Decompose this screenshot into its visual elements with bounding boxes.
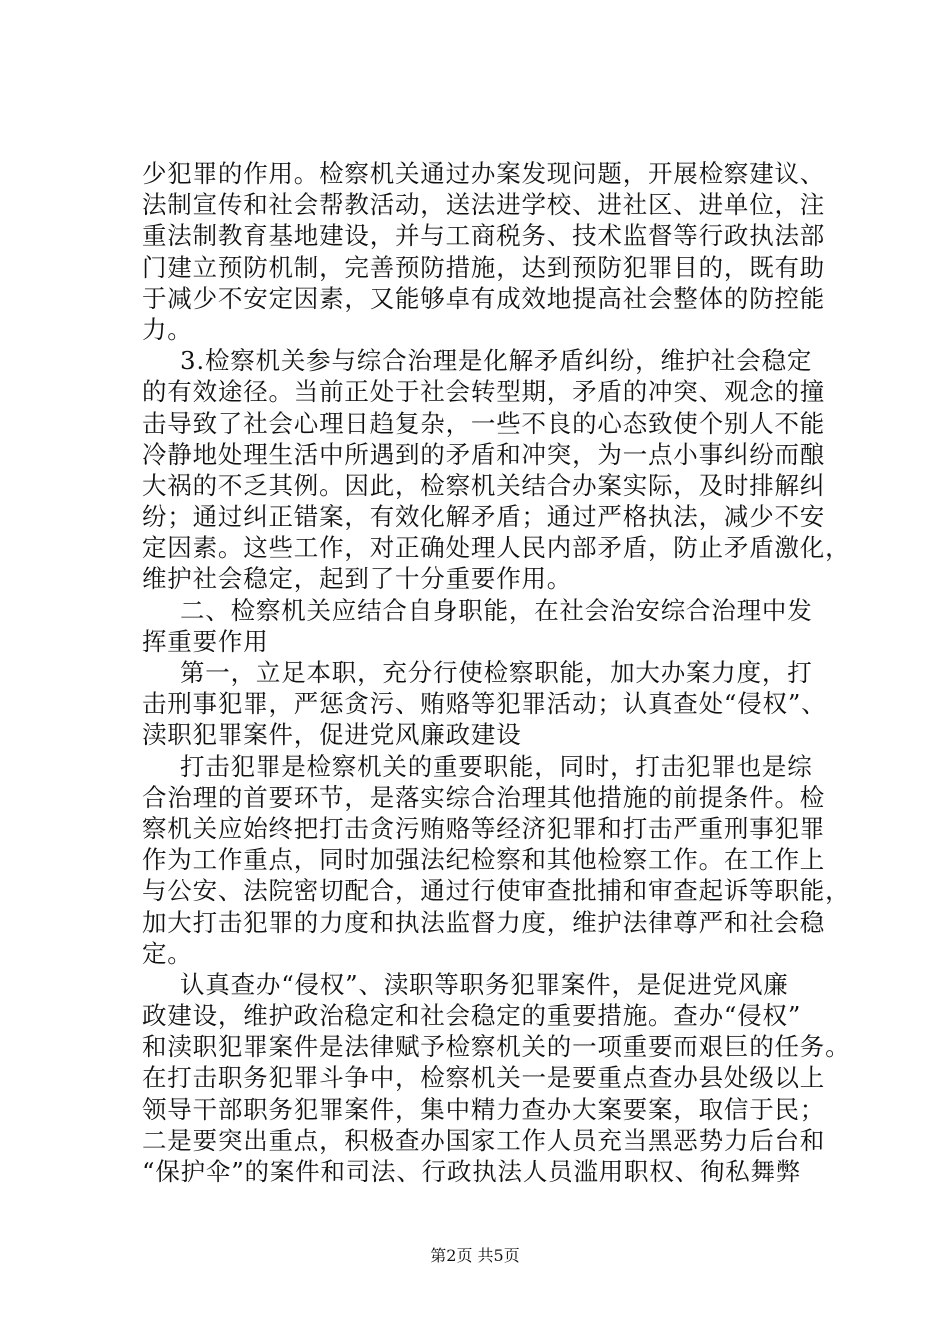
- text-line: 大祸的不乏其例。因此，检察机关结合办案实际，及时排解纠: [142, 470, 826, 500]
- text-line: 第一，立足本职，充分行使检察职能，加大办案力度，打: [180, 658, 813, 687]
- text-line: 击导致了社会心理日趋复杂，一些不良的心态致使个别人不能: [142, 408, 826, 438]
- text-line: 与公安、法院密切配合，通过行使审查批捕和审查起诉等职能，: [142, 876, 851, 906]
- text-line: 维护社会稳定，起到了十分重要作用。: [142, 564, 573, 594]
- text-line: 击刑事犯罪，严惩贪污、贿赂等犯罪活动；认真查处“侵权”、: [142, 689, 827, 719]
- text-line: 门建立预防机制，完善预防措施，达到预防犯罪目的，既有助: [142, 252, 826, 282]
- text-line: 在打击职务犯罪斗争中，检察机关一是要重点查办县处级以上: [142, 1063, 826, 1093]
- text-line: 力。: [142, 314, 193, 344]
- document-body: [142, 158, 867, 1187]
- text-line: 加大打击犯罪的力度和执法监督力度，维护法律尊严和社会稳: [142, 907, 826, 937]
- text-line: 二是要突出重点，积极查办国家工作人员充当黑恶势力后台和: [142, 1125, 826, 1155]
- text-line: 打击犯罪是检察机关的重要职能，同时，打击犯罪也是综: [180, 751, 813, 781]
- text-line: “保护伞”的案件和司法、行政执法人员滥用职权、徇私舞弊: [142, 1157, 802, 1186]
- text-line: 察机关应始终把打击贪污贿赂等经济犯罪和打击严重刑事犯罪: [142, 813, 826, 843]
- text-line: 合治理的首要环节，是落实综合治理其他措施的前提条件。检: [142, 782, 826, 812]
- text-line: 少犯罪的作用。检察机关通过办案发现问题，开展检察建议、: [142, 159, 826, 188]
- text-line: 二、检察机关应结合自身职能，在社会治安综合治理中发: [180, 595, 813, 625]
- text-line: 和渎职犯罪案件是法律赋予检察机关的一项重要而艰巨的任务。: [142, 1032, 851, 1062]
- text-line: 认真查办“侵权”、渎职等职务犯罪案件，是促进党风廉: [180, 969, 789, 999]
- text-line: 定因素。这些工作，对正确处理人民内部矛盾，防止矛盾激化，: [142, 533, 851, 563]
- text-line: 作为工作重点，同时加强法纪检察和其他检察工作。在工作上: [142, 845, 826, 875]
- text-line: 渎职犯罪案件，促进党风廉政建设: [142, 720, 522, 750]
- text-line: 纷；通过纠正错案，有效化解矛盾；通过严格执法，减少不安: [142, 502, 826, 532]
- text-line: 3.检察机关参与综合治理是化解矛盾纠纷，维护社会稳定: [180, 346, 813, 376]
- text-line: 政建设，维护政治稳定和社会稳定的重要措施。查办“侵权”: [142, 1001, 802, 1031]
- text-line: 重法制教育基地建设，并与工商税务、技术监督等行政执法部: [142, 221, 826, 251]
- text-line: 于减少不安定因素，又能够卓有成效地提高社会整体的防控能: [142, 283, 826, 313]
- text-line: 领导干部职务犯罪案件，集中精力查办大案要案，取信于民；: [142, 1094, 826, 1124]
- text-line: 的有效途径。当前正处于社会转型期，矛盾的冲突、观念的撞: [142, 377, 826, 407]
- text-line: 挥重要作用: [142, 626, 269, 656]
- page-footer: 第2页 共5页: [430, 1246, 520, 1265]
- text-line: 冷静地处理生活中所遇到的矛盾和冲突，为一点小事纠纷而酿: [142, 439, 826, 469]
- text-line: 法制宣传和社会帮教活动，送法进学校、进社区、进单位，注: [142, 190, 826, 220]
- text-line: 定。: [142, 938, 193, 968]
